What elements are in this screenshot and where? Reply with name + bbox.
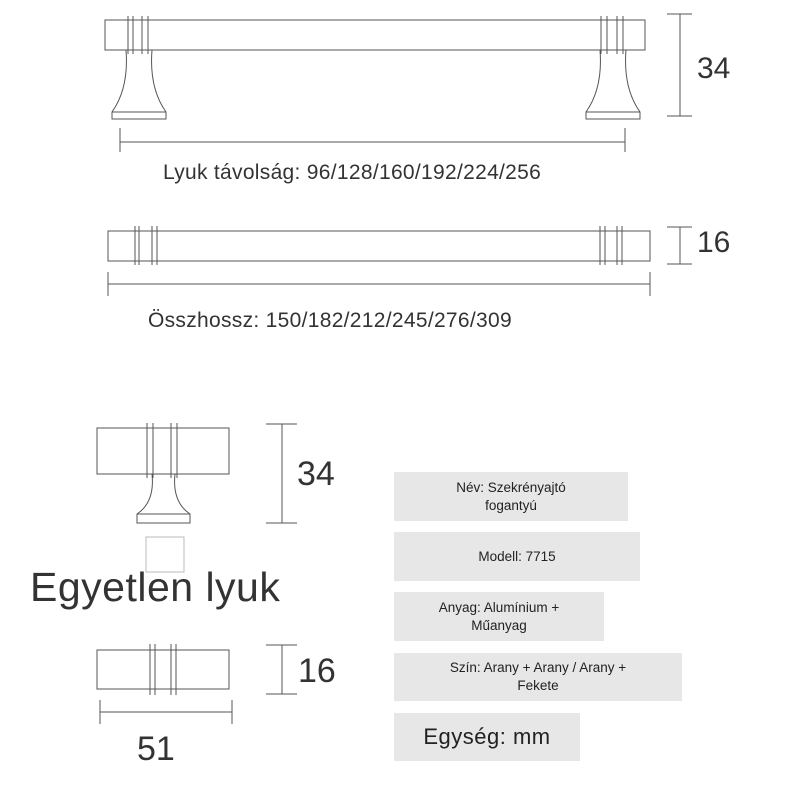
spec-material-text: Anyag: Alumínium + Műanyag (438, 599, 560, 633)
left-standoff (112, 50, 166, 119)
knob-width-dimension (100, 700, 232, 724)
long-handle-top-bar (108, 231, 650, 261)
spec-unit-text: Egység: mm (423, 724, 551, 749)
knob-body (97, 428, 229, 474)
spec-model-text: Modell: 7715 (478, 548, 556, 564)
right-standoff (586, 50, 640, 119)
long-depth-label: 16 (697, 226, 731, 259)
knob-depth-dimension (266, 645, 297, 694)
spec-name-text: Név: Szekrényajtó fogantyú (456, 479, 566, 513)
long-handle-bar (105, 20, 645, 50)
knob-standoff (137, 474, 190, 523)
hole-distance-label: Lyuk távolság: 96/128/160/192/224/256 (163, 161, 542, 184)
spec-material (394, 592, 604, 641)
single-hole-top-view (97, 644, 229, 695)
spec-name (394, 472, 628, 521)
spec-unit (394, 713, 580, 761)
knob-top-body (97, 650, 229, 689)
total-length-label: Összhossz: 150/182/212/245/276/309 (148, 309, 512, 332)
knob-width-label: 51 (137, 730, 175, 768)
long-depth-dimension (667, 227, 692, 264)
single-hole-title: Egyetlen lyuk (30, 564, 281, 610)
long-handle-side-view (105, 16, 645, 119)
knob-height-label: 34 (297, 455, 335, 493)
long-height-dimension (667, 14, 692, 116)
total-length-dimension (108, 272, 650, 296)
single-hole-side-view (97, 423, 229, 523)
spec-color (394, 653, 682, 701)
knob-height-dimension (266, 424, 297, 523)
long-height-label: 34 (697, 52, 731, 85)
spec-model (394, 532, 640, 581)
spec-color-text: Szín: Arany + Arany / Arany + Fekete (449, 660, 627, 693)
hole-distance-dimension (120, 128, 625, 152)
long-handle-top-view (108, 226, 650, 265)
knob-depth-label: 16 (298, 652, 336, 690)
